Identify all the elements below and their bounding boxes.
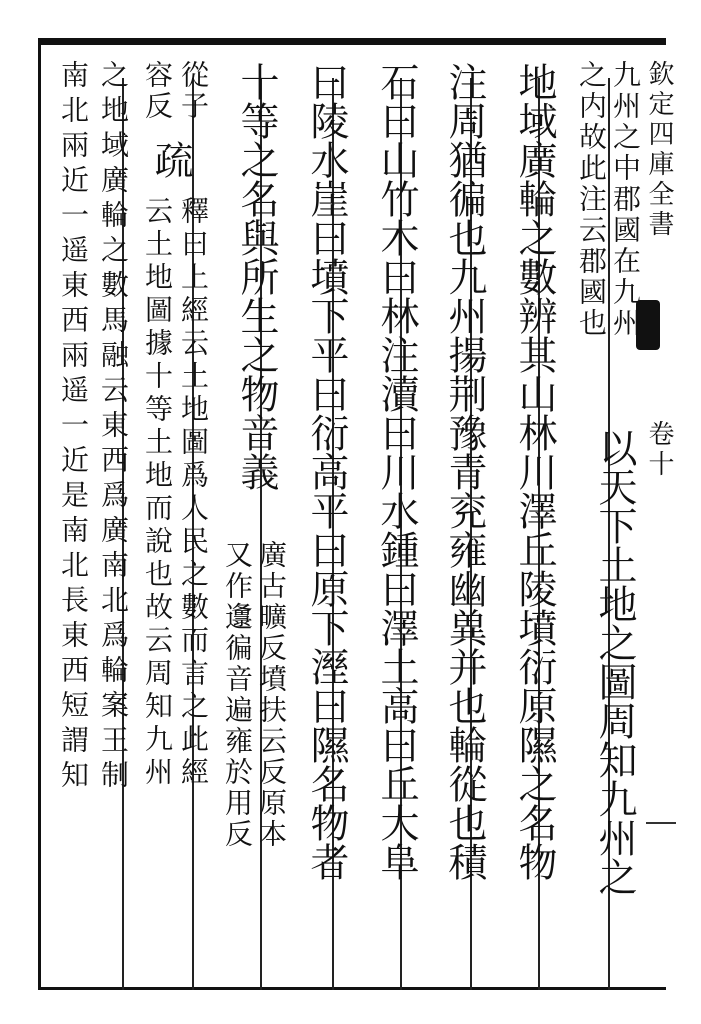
text-column-3: 注周猶徧也九州揚荆豫青兖雍幽兾并也輪從也積 bbox=[442, 62, 487, 881]
annotation-line-2: 之内故此注云郡國也 bbox=[575, 60, 608, 339]
annotation-line-5: 從子 bbox=[177, 60, 210, 122]
shu-marker: 疏 bbox=[148, 140, 193, 179]
annotation-line-3: 廣古曠反墳扶云反原本 bbox=[255, 540, 288, 850]
text-column-6: 十等之名與所生之物音義 bbox=[234, 62, 279, 491]
book-title: 欽定四庫全書 bbox=[644, 60, 674, 240]
text-column-1: 以天下土地之圖周知九州之 bbox=[592, 428, 637, 896]
margin-rule bbox=[646, 822, 676, 824]
text-column-4: 石曰山竹木曰林注瀆曰川水鍾曰澤土高曰丘大阜 bbox=[374, 62, 419, 881]
page-frame bbox=[38, 38, 666, 990]
annotation-line-1: 九州之中郡國在九州 bbox=[609, 60, 642, 339]
annotation-line-9: 之地域廣輪之數馬融云東西爲廣南北爲輪案王制 bbox=[97, 60, 130, 795]
volume-label: 卷十 bbox=[644, 420, 674, 480]
annotation-line-10: 南北兩近一遥東西兩遥一近是南北長東西短謂知 bbox=[57, 60, 90, 795]
outer-border bbox=[38, 38, 666, 990]
annotation-line-8: 云土地圖據十等土地而說也故云周知九州 bbox=[141, 196, 174, 790]
text-column-5: 曰陵水崖曰墳下平曰衍高平曰原下溼曰隰名物者 bbox=[304, 62, 349, 881]
annotation-line-4: 又作邍徧音遍雍於用反 bbox=[221, 540, 254, 850]
annotation-line-6: 容反 bbox=[141, 60, 174, 122]
annotation-line-7: 釋曰上經云土地圖爲人民之數而言之此經 bbox=[177, 196, 210, 790]
text-column-2: 地域廣輪之數辨其山林川澤丘陵墳衍原隰之名物 bbox=[512, 62, 557, 881]
